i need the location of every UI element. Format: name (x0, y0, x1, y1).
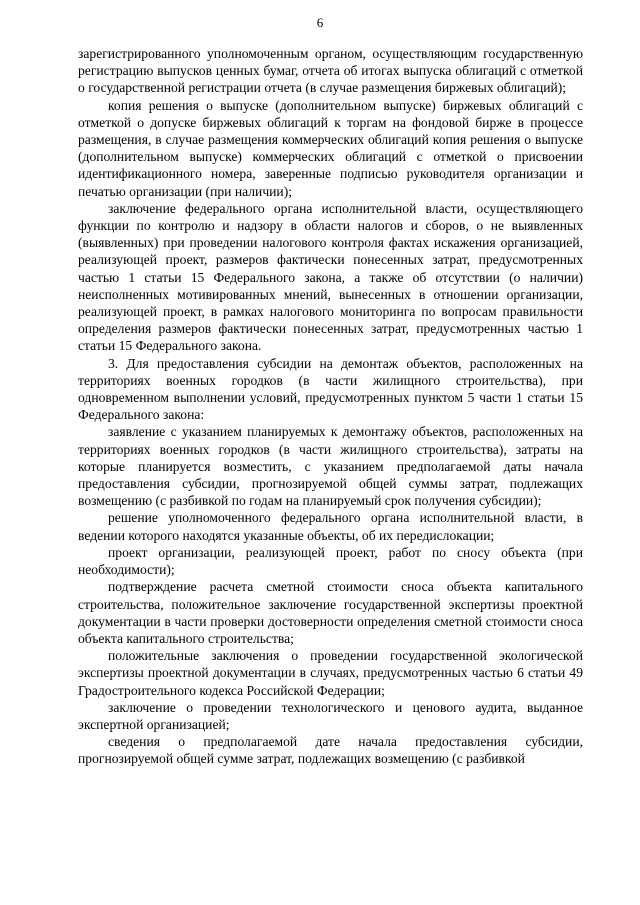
paragraph-continuation: зарегистрированного уполномоченным органом, осуществляющим государственную регистрацию выпусков ценных бумаг, отчета об итогах выпуска облигаций с отметкой о государственной регистрации отчета (в случае размещения биржевых облигаций); (78, 46, 583, 96)
paragraph-demolition-project: проект организации, реализующей проект, работ по сносу объекта (при необходимости); (78, 544, 583, 578)
paragraph-application: заявление с указанием планируемых к демонтажу объектов, расположенных на территориях военных городков (в части жилищного строительства), затраты на которые планируется возместить, с указанием предполагаемой даты начала предоставления субсидии, прогнозируемой общей суммы затрат, подлежащих возмещению (с разбивкой по годам на планируемый срок получения субсидии); (78, 424, 583, 509)
paragraph-relocation-decision: решение уполномоченного федерального органа исполнительной власти, в ведении которого находятся указанные объекты, об их передислокации; (78, 510, 583, 543)
paragraph-subsidy-start-info: сведения о предполагаемой дате начала предоставления субсидии, прогнозируемой общей сумме затрат, подлежащих возмещению (с разбивкой (78, 734, 583, 767)
paragraph-technology-audit: заключение о проведении технологического и ценового аудита, выданное экспертной организацией; (78, 699, 583, 732)
document-body (78, 45, 583, 768)
paragraph-bond-decision-copy: копия решения о выпуске (дополнительном выпуске) биржевых облигаций с отметкой о допуске биржевых облигаций к торгам на фондовой бирже в процессе размещения, в случае размещения коммерческих облигаций копия решения о выпуске (дополнительном выпуске) коммерческих облигаций с отметкой о присвоении идентификационного номера, заверенные подписью руководителя организации и печатью организации (при наличии); (78, 97, 583, 199)
paragraph-tax-authority-conclusion: заключение федерального органа исполнительной власти, осуществляющего функции по контролю и надзору в области налогов и сборов, о не выявленных (выявленных) при проведении налогового контроля фактах искажения организацией, реализующей проект, размеров фактически понесенных затрат, предусмотренных частью 1 статьи 15 Федерального закона, а также об отсутствии (о наличии) неисполненных мотивированных мнений, вынесенных в отношении организации, реализующей проект, в рамках налогового мониторинга по вопросам правильности определения размеров фактически понесенных затрат, предусмотренных частью 1 статьи 15 Федерального закона. (78, 200, 583, 354)
paragraph-ecological-expertise: положительные заключения о проведении государственной экологической экспертизы проектной документации в случаях, предусмотренных частью 6 статьи 49 Градостроительного кодекса Российской Федерации; (78, 648, 583, 698)
paragraph-section-3-heading: 3. Для предоставления субсидии на демонтаж объектов, расположенных на территориях военных городков (в части жилищного строительства), при одновременном выполнении условий, предусмотренных пунктом 5 части 1 статьи 15 Федерального закона: (78, 355, 583, 423)
page-number: 6 (316, 15, 324, 30)
paragraph-cost-estimate-confirmation: подтверждение расчета сметной стоимости сноса объекта капитального строительства, положительное заключение государственной экспертизы проектной документации в части проверки достоверности определения сметной стоимости сноса объекта капитального строительства; (78, 579, 583, 646)
